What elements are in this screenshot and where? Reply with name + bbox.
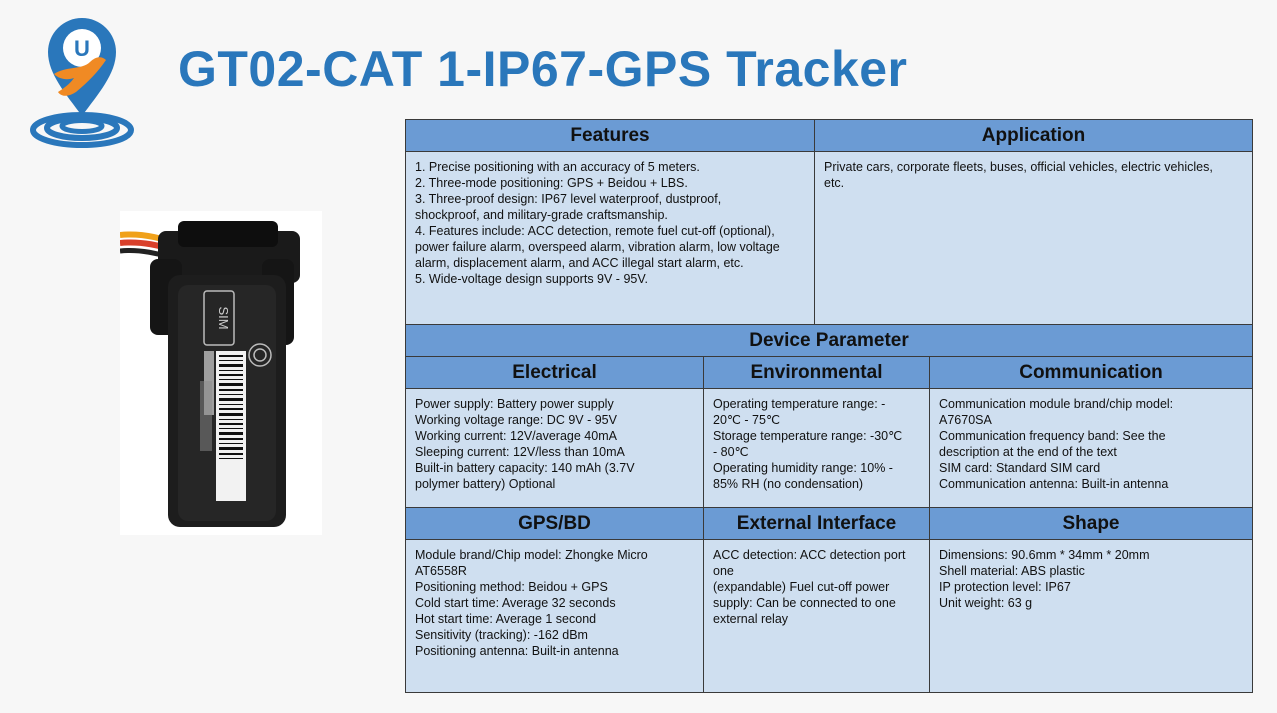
gps-bd-line: Positioning method: Beidou + GPS <box>415 580 608 594</box>
environmental-line: Operating temperature range: - <box>713 397 886 411</box>
application-line: Private cars, corporate fleets, buses, official vehicles, electric vehicles, <box>824 160 1213 174</box>
communication-header: Communication <box>930 357 1253 389</box>
features-line: alarm, displacement alarm, and ACC illegal start alarm, etc. <box>415 256 744 270</box>
environmental-line: Operating humidity range: 10% - <box>713 461 893 475</box>
communication-line: Communication antenna: Built-in antenna <box>939 477 1169 491</box>
communication-cell <box>930 389 1253 508</box>
features-cell <box>406 152 815 325</box>
electrical-cell <box>406 389 704 508</box>
features-line: 4. Features include: ACC detection, remote fuel cut-off (optional), <box>415 224 775 238</box>
shape-line: Unit weight: 63 g <box>939 596 1033 610</box>
gps-bd-line: Positioning antenna: Built-in antenna <box>415 644 619 658</box>
features-line: power failure alarm, overspeed alarm, vibration alarm, low voltage <box>415 240 780 254</box>
environmental-line: Storage temperature range: -30℃ <box>713 429 903 443</box>
product-image <box>120 211 322 535</box>
gps-bd-line: Cold start time: Average 32 seconds <box>415 596 616 610</box>
electrical-line: Sleeping current: 12V/less than 10mA <box>415 445 625 459</box>
communication-line: Communication frequency band: See the <box>939 429 1166 443</box>
spec-sheet <box>405 119 1252 693</box>
features-line: shockproof, and military-grade craftsmanship. <box>415 208 668 222</box>
environmental-header: Environmental <box>704 357 930 389</box>
gps-bd-line: Hot start time: Average 1 second <box>415 612 597 626</box>
features-header: Features <box>406 120 815 152</box>
features-line: 1. Precise positioning with an accuracy of 5 meters. <box>415 160 700 174</box>
external-interface-line: (expandable) Fuel cut-off power <box>713 580 890 594</box>
logo-letter: U <box>74 36 90 61</box>
environmental-line: - 80℃ <box>713 445 749 459</box>
electrical-line: Working voltage range: DC 9V - 95V <box>415 413 617 427</box>
device-parameter-table <box>405 324 1253 693</box>
features-line: 3. Three-proof design: IP67 level waterproof, dustproof, <box>415 192 722 206</box>
gps-bd-header: GPS/BD <box>406 508 704 540</box>
device-parameter-header: Device Parameter <box>406 325 1253 357</box>
gps-bd-line: Module brand/Chip model: Zhongke Micro <box>415 548 648 562</box>
shape-cell <box>930 540 1253 693</box>
electrical-line: Built-in battery capacity: 140 mAh (3.7V <box>415 461 635 475</box>
features-line: 5. Wide-voltage design supports 9V - 95V. <box>415 272 649 286</box>
gps-bd-line: Sensitivity (tracking): -162 dBm <box>415 628 588 642</box>
electrical-line: Working current: 12V/average 40mA <box>415 429 617 443</box>
external-interface-line: one <box>713 564 734 578</box>
application-cell <box>815 152 1253 325</box>
electrical-line: polymer battery) Optional <box>415 477 556 491</box>
page-title: GT02-CAT 1-IP67-GPS Tracker <box>178 41 908 97</box>
external-interface-cell <box>704 540 930 693</box>
communication-line: description at the end of the text <box>939 445 1117 459</box>
environmental-line: 85% RH (no condensation) <box>713 477 864 491</box>
application-line: etc. <box>824 176 845 190</box>
communication-line: Communication module brand/chip model: <box>939 397 1174 411</box>
environmental-cell <box>704 389 930 508</box>
environmental-line: 20℃ - 75℃ <box>713 413 780 427</box>
features-application-table <box>405 119 1253 325</box>
electrical-header: Electrical <box>406 357 704 389</box>
electrical-line: Power supply: Battery power supply <box>415 397 614 411</box>
shape-line: Dimensions: 90.6mm * 34mm * 20mm <box>939 548 1150 562</box>
shape-header: Shape <box>930 508 1253 540</box>
application-header: Application <box>815 120 1253 152</box>
external-interface-header: External Interface <box>704 508 930 540</box>
external-interface-line: supply: Can be connected to one <box>713 596 896 610</box>
shape-line: Shell material: ABS plastic <box>939 564 1085 578</box>
external-interface-line: external relay <box>713 612 789 626</box>
shape-line: IP protection level: IP67 <box>939 580 1071 594</box>
external-interface-line: ACC detection: ACC detection port <box>713 548 906 562</box>
sim-label: SIM <box>216 306 231 330</box>
gps-bd-line: AT6558R <box>415 564 467 578</box>
gps-bd-cell <box>406 540 704 693</box>
features-line: 2. Three-mode positioning: GPS + Beidou + LBS. <box>415 176 688 190</box>
location-pin-logo-icon <box>30 12 138 152</box>
communication-line: A7670SA <box>939 413 992 427</box>
communication-line: SIM card: Standard SIM card <box>939 461 1101 475</box>
